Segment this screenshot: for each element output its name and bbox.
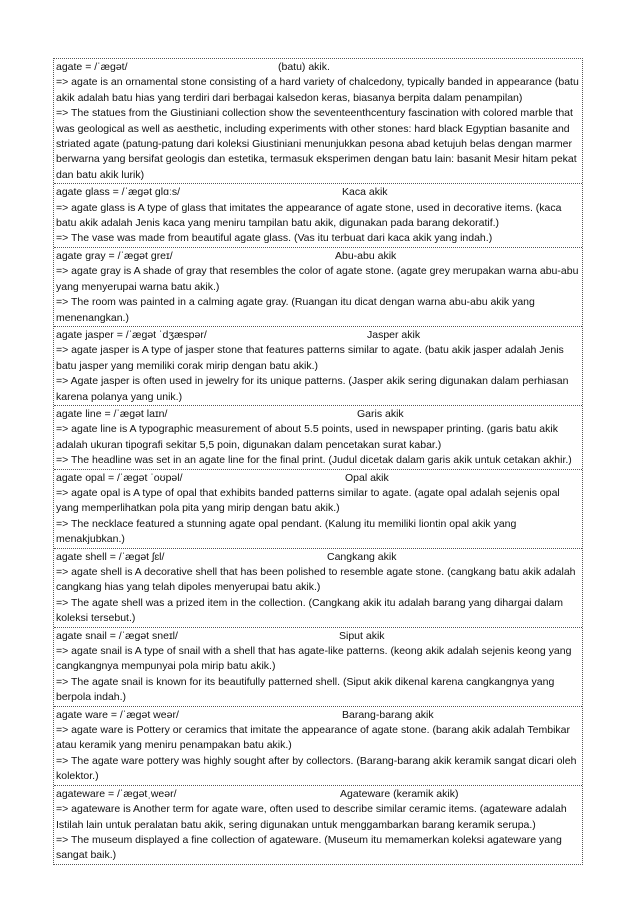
term-pronunciation: agate snail = /ˈæɡət sneɪl/ bbox=[56, 629, 178, 642]
definition: => agate shell is A decorative shell that has been polished to resemble agate stone. (cangkang batu akik adalah cangkang hias yang telah dipoles menyerupai batu akik.) bbox=[56, 566, 576, 594]
entry-agate-snail bbox=[54, 627, 582, 706]
entry-header bbox=[56, 550, 580, 565]
term-pronunciation: agate gray = /ˈæɡət ɡreɪ/ bbox=[56, 249, 173, 262]
term-pronunciation: agate = /ˈæɡət/ bbox=[56, 61, 128, 73]
term-pronunciation: agate opal = /ˈæɡət ˈoʊpəl/ bbox=[56, 471, 183, 484]
example: => The museum displayed a fine collection of agateware. (Museum itu memamerkan koleksi agateware yang sangat baik.) bbox=[56, 833, 562, 862]
example: => The headline was set in an agate line for the final print. (Judul dicetak dalam garis akik untuk cetakan akhir.) bbox=[56, 454, 572, 467]
example: => The room was painted in a calming agate gray. (Ruangan itu dicat dengan warna abu-abu akik yang menenangkan.) bbox=[56, 296, 535, 324]
translation: Abu-abu akik bbox=[335, 249, 397, 262]
term-pronunciation: agate ware = /ˈæɡət weər/ bbox=[56, 708, 179, 721]
term-pronunciation: agate shell = /ˈæɡət ʃɛl/ bbox=[56, 550, 165, 563]
entry-agate-gray bbox=[54, 247, 582, 326]
term-pronunciation: agate glass = /ˈæɡət ɡlɑːs/ bbox=[56, 186, 181, 199]
entry-agate-shell bbox=[54, 548, 582, 627]
definition: => agateware is Another term for agate ware, often used to describe similar ceramic items. (agateware adalah Istilah lain untuk peralatan batu akik, sering digunakan untuk menggambarkan barang keramik serupa.) bbox=[56, 803, 567, 831]
entry-agate-opal bbox=[54, 469, 582, 548]
definition: => agate is an ornamental stone consisting of a hard variety of chalcedony, typically banded in appearance (batu akik adalah batu hias yang terdiri dari berbagai kalsedon keras, biasanya berpita dalam penampilan) bbox=[56, 76, 579, 104]
term-pronunciation: agate jasper = /ˈæɡət ˈdʒæspər/ bbox=[56, 328, 207, 341]
entry-header bbox=[56, 787, 580, 802]
example: => The agate ware pottery was highly sought after by collectors. (Barang-barang akik keramik sangat dicari oleh kolektor.) bbox=[56, 754, 577, 783]
entry-agate-jasper bbox=[54, 326, 582, 405]
definition: => agate snail is A type of snail with a shell that has agate-like patterns. (keong akik adalah sejenis keong yang cangkangnya mempunyai pola mirip batu akik.) bbox=[56, 645, 572, 673]
term-pronunciation: agateware = /ˈæɡətˌweər/ bbox=[56, 787, 177, 800]
entry-agateware bbox=[54, 785, 582, 864]
translation: Siput akik bbox=[339, 629, 385, 642]
entry-header bbox=[56, 60, 580, 75]
example: => The necklace featured a stunning agate opal pendant. (Kalung itu memiliki liontin opal akik yang menakjubkan.) bbox=[56, 517, 517, 546]
entry-agate-glass bbox=[54, 183, 582, 247]
definition: => agate ware is Pottery or ceramics that imitate the appearance of agate stone. (barang akik adalah Tembikar atau keramik yang meniru penampakan batu akik.) bbox=[56, 724, 571, 752]
definition: => agate jasper is A type of jasper stone that features patterns similar to agate. (batu akik jasper adalah Jenis batu jasper yang memiliki corak mirip dengan batu akik.) bbox=[56, 344, 564, 372]
translation: Jasper akik bbox=[367, 328, 421, 341]
example: => The agate shell was a prized item in the collection. (Cangkang akik itu adalah barang yang dihargai dalam koleksi tersebut.) bbox=[56, 596, 564, 625]
entry-header bbox=[56, 471, 580, 486]
entry-header bbox=[56, 708, 580, 723]
entry-header bbox=[56, 185, 580, 200]
term-pronunciation: agate line = /ˈæɡət laɪn/ bbox=[56, 407, 168, 420]
definition: => agate opal is A type of opal that exhibits banded patterns similar to agate. (agate opal adalah sejenis opal yang memperlihatkan pola pita yang mirip dengan batu akik.) bbox=[56, 486, 560, 515]
translation: Barang-barang akik bbox=[342, 708, 434, 721]
definition: => agate line is A typographic measurement of about 5.5 points, used in newspaper printing. (garis batu akik adalah ukuran tipografi sekitar 5,5 poin, digunakan dalam pencetakan surat kabar.) bbox=[56, 423, 558, 451]
entry-header bbox=[56, 249, 580, 264]
definition: => agate gray is A shade of gray that resembles the color of agate stone. (agate grey merupakan warna abu-abu yang menyerupai warna batu akik.) bbox=[56, 265, 579, 293]
definition: => agate glass is A type of glass that imitates the appearance of agate stone, used in decorative items. (kaca batu akik adalah Jenis kaca yang meniru tampilan batu akik, digunakan pada barang dekoratif.) bbox=[56, 201, 562, 230]
example: => The statues from the Giustiniani collection show the seventeenthcentury fascination with colored marble that was geological as well as aesthetic, including experiments with other stones: hard black Egyptian basanite and striated agate (patung-patung dari koleksi Giustiniani menunjukkan pesona abad ketujuh belas dengan marmer berwarna yang bersifat geologis dan estetika, termasuk eksperimen dengan batu lain: basanit Mesir hitam pekat dan batu akik lurik) bbox=[56, 107, 577, 181]
translation: Garis akik bbox=[357, 407, 404, 420]
translation: (batu) akik. bbox=[278, 61, 330, 73]
entry-header bbox=[56, 328, 580, 343]
translation: Cangkang akik bbox=[327, 550, 397, 563]
example: => Agate jasper is often used in jewelry for its unique patterns. (Jasper akik sering digunakan dalam perhiasan karena polanya yang unik.) bbox=[56, 375, 569, 403]
example: => The agate snail is known for its beautifully patterned shell. (Siput akik dikenal karena cangkangnya yang berpola indah.) bbox=[56, 675, 555, 704]
translation: Agateware (keramik akik) bbox=[340, 787, 459, 800]
entry-header bbox=[56, 629, 580, 644]
example: => The vase was made from beautiful agate glass. (Vas itu terbuat dari kaca akik yang indah.) bbox=[56, 232, 493, 245]
dictionary-table bbox=[53, 58, 583, 865]
entry-agate-ware bbox=[54, 706, 582, 785]
entry-header bbox=[56, 407, 580, 422]
translation: Kaca akik bbox=[342, 186, 388, 199]
entry-agate-line bbox=[54, 405, 582, 469]
entry-agate bbox=[54, 59, 582, 183]
translation: Opal akik bbox=[345, 471, 389, 484]
